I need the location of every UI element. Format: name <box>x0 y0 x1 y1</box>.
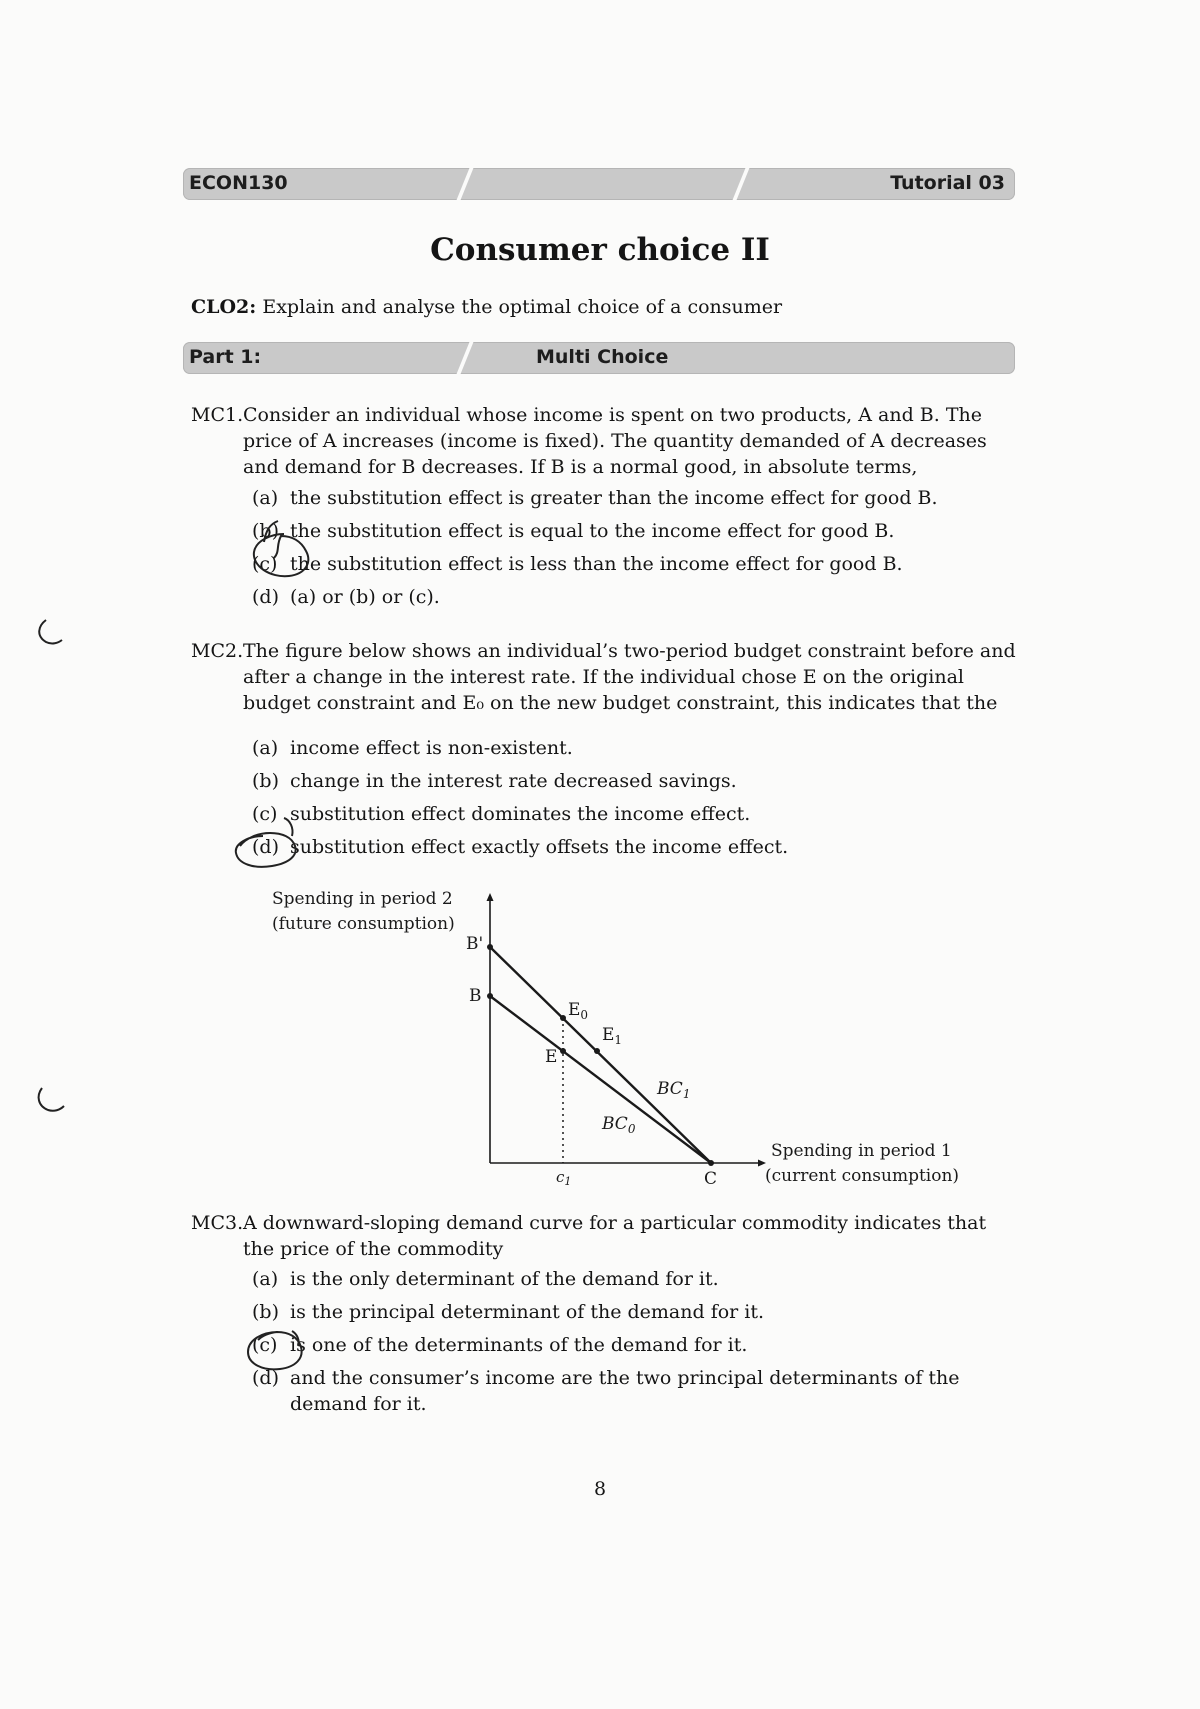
question-mc2 <box>191 638 1019 716</box>
point-b-prime <box>487 944 493 950</box>
question-mc3 <box>191 1210 1019 1262</box>
y-axis-label: Spending in period 2 <box>272 889 453 909</box>
margin-mark <box>39 620 62 643</box>
question-stem: The figure below shows an individual’s two-period budget constraint before and after a change in the interest rate. If the individual chose E on the original budget constraint and E₀ on the new budget constraint, this indicates that the <box>243 640 1016 714</box>
label-c: C <box>704 1169 718 1189</box>
clo-label: CLO2: <box>191 296 257 318</box>
option-b[interactable] <box>252 768 737 794</box>
budget-constraint-figure <box>260 885 980 1195</box>
option-a[interactable] <box>252 735 573 761</box>
option-b[interactable] <box>252 518 894 544</box>
point-e0 <box>560 1015 566 1021</box>
option-c[interactable] <box>252 1332 747 1358</box>
option-text: the substitution effect is equal to the income effect for good B. <box>290 520 895 542</box>
question-number: MC3. <box>191 1212 244 1234</box>
option-text: substitution effect exactly offsets the income effect. <box>290 836 789 858</box>
clo-text: Explain and analyse the optimal choice of a consumer <box>262 296 783 318</box>
option-key: (a) <box>252 1268 279 1290</box>
option-text: the substitution effect is less than the income effect for good B. <box>290 553 903 575</box>
y-axis-label: (future consumption) <box>272 914 455 934</box>
learning-outcome <box>191 296 782 318</box>
question-stem: Consider an individual whose income is spent on two products, A and B. The price of A increases (income is fixed). The quantity demanded of A decreases and demand for B decreases. If B is a normal good, in absolute terms, <box>243 404 987 478</box>
option-text: is the only determinant of the demand for it. <box>290 1268 719 1290</box>
question-number: MC1. <box>191 404 244 426</box>
option-key: (c) <box>252 803 278 825</box>
margin-mark <box>39 1088 64 1111</box>
option-a[interactable] <box>252 1266 719 1292</box>
header-bar <box>183 168 1015 200</box>
question-mc1 <box>191 402 1019 480</box>
label-e0: $E_0$ <box>568 1000 589 1022</box>
question-number: MC2. <box>191 640 244 662</box>
option-b[interactable] <box>252 1299 764 1325</box>
point-b <box>487 993 493 999</box>
part-name: Multi Choice <box>536 346 669 368</box>
label-e: E <box>545 1047 558 1067</box>
page-title: Consumer choice II <box>430 232 770 268</box>
option-text: income effect is non-existent. <box>290 737 573 759</box>
label-bc1: $BC_1$ <box>657 1079 691 1101</box>
budget-line-bc1 <box>490 947 711 1163</box>
option-key: (c) <box>252 553 278 575</box>
option-key: (a) <box>252 487 279 509</box>
label-e1: $E_1$ <box>602 1025 623 1047</box>
option-key: (a) <box>252 737 279 759</box>
option-text: the substitution effect is greater than the income effect for good B. <box>290 487 938 509</box>
x-axis-label: (current consumption) <box>765 1166 960 1186</box>
option-key: (d) <box>252 836 279 858</box>
y-axis-arrow <box>487 893 494 901</box>
option-key: (b) <box>252 520 279 542</box>
point-e <box>560 1048 566 1054</box>
point-c <box>708 1160 714 1166</box>
part-bar <box>183 342 1015 374</box>
option-key: (d) <box>252 1367 279 1389</box>
header-divider <box>732 166 751 202</box>
label-c1: $c_1$ <box>556 1168 572 1188</box>
option-d[interactable] <box>252 834 788 860</box>
option-c[interactable] <box>252 551 903 577</box>
option-a[interactable] <box>252 485 938 511</box>
option-text: and the consumer’s income are the two principal determinants of the demand for it. <box>290 1367 960 1415</box>
option-d[interactable] <box>252 1365 1017 1417</box>
point-e1 <box>594 1048 600 1054</box>
option-text: (a) or (b) or (c). <box>290 586 440 608</box>
option-key: (b) <box>252 1301 279 1323</box>
label-bc0: $BC_0$ <box>602 1114 636 1136</box>
option-key: (b) <box>252 770 279 792</box>
label-b-prime: B' <box>466 934 484 954</box>
x-axis-label: Spending in period 1 <box>771 1141 952 1161</box>
part-divider <box>456 340 475 376</box>
option-key: (c) <box>252 1334 278 1356</box>
option-text: is one of the determinants of the demand for it. <box>290 1334 748 1356</box>
option-key: (d) <box>252 586 279 608</box>
part-label: Part 1: <box>189 346 262 368</box>
label-b: B <box>469 986 482 1006</box>
option-c[interactable] <box>252 801 750 827</box>
option-text: change in the interest rate decreased savings. <box>290 770 737 792</box>
question-stem: A downward-sloping demand curve for a particular commodity indicates that the price of the commodity <box>243 1212 987 1260</box>
option-text: substitution effect dominates the income effect. <box>290 803 751 825</box>
header-divider <box>456 166 475 202</box>
course-code: ECON130 <box>189 172 288 194</box>
option-text: is the principal determinant of the demand for it. <box>290 1301 765 1323</box>
tutorial-number: Tutorial 03 <box>890 172 1005 194</box>
page-number: 8 <box>593 1478 607 1500</box>
option-d[interactable] <box>252 584 440 610</box>
